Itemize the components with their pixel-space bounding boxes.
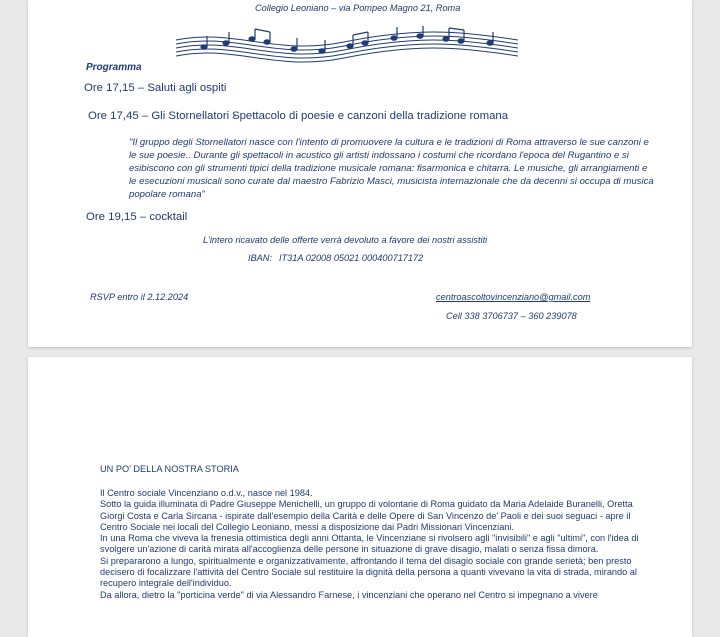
programme-item-time: Ore 17,45 – Gli Stornellatori - <box>88 110 237 122</box>
email-link[interactable]: centroascoltovincenziano@gmail.com <box>436 292 591 302</box>
programme-item-cocktail: Ore 19,15 – cocktail <box>86 211 188 223</box>
history-paragraph: Si prepararono a lungo, spiritualmente e organizzativamente, affrontando il tema del disagio sociale con grande serietà; ben presto decisero di focalizzare l'attività del Centro Sociale sul restituire la dignità della persona a quanti vivevano la vita di strada, mirando al recupero integrale dell'individuo. <box>100 555 637 589</box>
programme-item-description: Spettacolo di poesie e canzoni della tradizione romana <box>232 110 509 122</box>
venue-text: Collegio Leoniano – via Pompeo Magno 21, Roma <box>255 3 461 13</box>
stornellatori-quote: "Il gruppo degli Stornellatori nasce con l'intento di promuovere la cultura e le tradizioni di Roma attraverso le sue canzoni e le sue poesie.. Durante gli spettacoli in acustico gli artisti indossano i costumi che ricordano l'epoca del Rugantino e si esibiscono con gli strumenti tipici della tradizione musicale romana: fisarmonica e chitarra. Le musiche, gli arrangiamenti e le esecuzioni musicali sono curate dal maestro Fabrizio Masci, musicista internazionale che da decenni si occupa di musica popolare romana" <box>129 137 654 200</box>
history-text <box>100 488 656 601</box>
history-heading: UN PO' DELLA NOSTRA STORIA <box>100 464 239 474</box>
history-page <box>28 357 692 637</box>
iban-label: IBAN: <box>248 253 272 263</box>
programme-heading: Programma <box>86 62 142 73</box>
history-paragraph: Il Centro sociale Vincenziano o.d.v., nasce nel 1984. <box>100 488 313 498</box>
history-paragraph: In una Roma che viveva la frenesia ottimistica degli anni Ottanta, le Vincenziane si rivolsero agli "invisibili" e agli "ultimi", con l'idea di svolgere un'azione di carità mirata all'accoglienza delle persone in situazione di grave disagio, malati o senza fissa dimora. <box>100 533 639 555</box>
music-staff-decoration <box>174 24 520 66</box>
iban-value: IT31A 02008 05021 000400717172 <box>279 253 424 263</box>
rsvp-text: RSVP entro il 2.12.2024 <box>90 292 189 302</box>
history-paragraph: Da allora, dietro la "porticina verde" di via Alessandro Farnese, i vincenziani che operano nel Centro si impegnano a vivere <box>100 589 598 600</box>
invitation-page <box>28 0 692 347</box>
phone-text: Cell 338 3706737 – 360 239078 <box>446 311 577 321</box>
history-paragraph: Sotto la guida illuminata di Padre Giuseppe Menichelli, un gruppo di volontarie di Roma guidato da Maria Adelaide Buranelli, Oretta Giorgi Costa e Carla Sircana - ispirate dall'esempio della Carità e delle Opere di San Vincenzo de' Paoli e dei suoi seguaci - apre il Centro Sociale nei locali del Collegio Leoniano, messi a disposizione dai Padri Missionari Vincenziani. <box>100 499 633 532</box>
programme-item-welcome: Ore 17,15 – Saluti agli ospiti <box>84 82 227 94</box>
donation-note: L'intero ricavato delle offerte verrà devoluto a favore dei nostri assistiti <box>203 235 488 245</box>
